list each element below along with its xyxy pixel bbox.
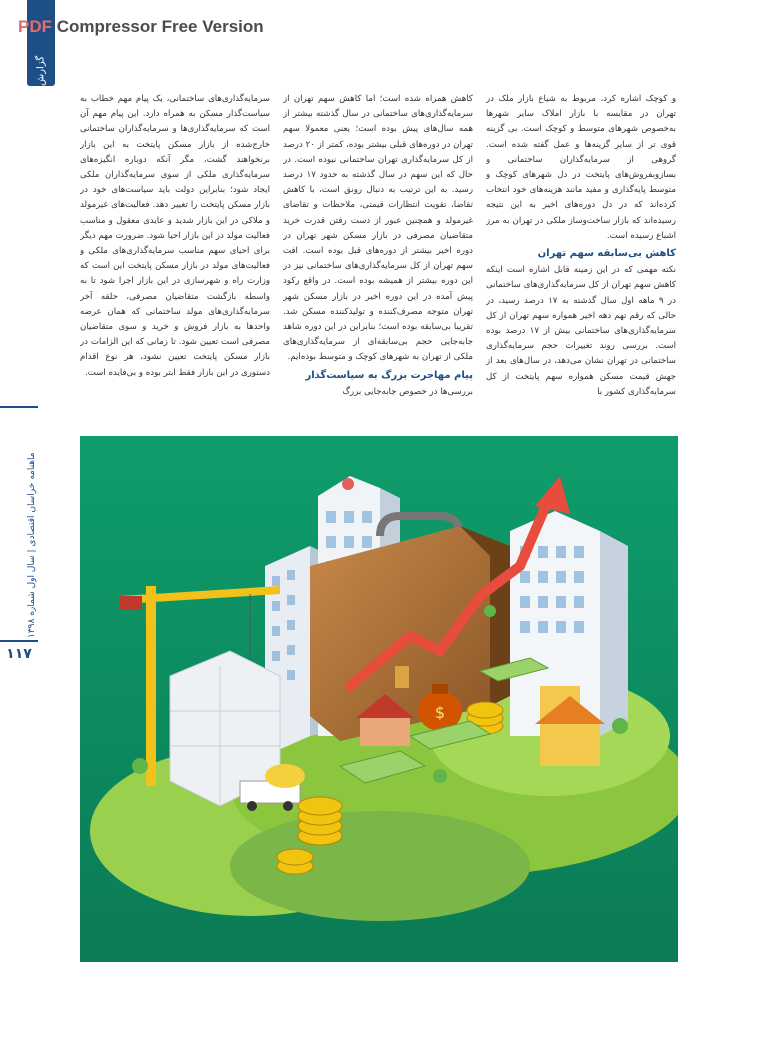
watermark-text: Compressor Free Version: [56, 17, 264, 36]
side-divider: [0, 406, 38, 408]
paragraph: و کوچک اشاره کرد، مربوط به شیاع بازار ملک در تهران در مقایسه با بازار املاک سایر شهرها به‌خصوص شهرهای متوسط و کوچک است. بی گزینه قوی تر از سایر گزینه‌ها و عمل گفته شده است. گروهی از سرمایه‌گذاران ساختمانی و بسازوبفروش‌های پایتخت در دل شهرهای کوچک و متوسط پایه‌گذاری و مفید مانند هزینه‌های خود انتخاب کرده‌اند که در دل دوره‌های اخیر به این نتیجه رسیده‌اند که بازار ساخت‌وساز ملکی در تهران به مرز اشباع رسیده است.: [486, 94, 676, 241]
paragraph: کاهش همراه شده است؛ اما کاهش سهم تهران از سرمایه‌گذاری‌های ساختمانی در سال گذشته بیشتر از همه سال‌های پیش بوده است؛ یعنی معمولا سهم تهران در دوره‌های قبلی بیشتر بوده، کمتر از ۲۰ درصد از کل سرمایه‌گذاری تهران ساختمانی نبوده است. در حال که این سهم در سال گذشته به حدود ۱۷ درصد رسید. به این ترتیب به دنبال رونق است، با کاهش تقاضا، تقویت انتظارات قیمتی، ملاحظات و تقاضای غیرمولد و همچنین عبور از دست رفتن قدرت خرید متقاضیان مصرفی در بازار مسکن شهر تهران در دوره اخیر بیشتر از دوره‌های قبل بوده است. افت سهم تهران از کل سرمایه‌گذاری‌های ساختمانی نیز در این دوره بیشتر از همیشه بوده است. در واقع رکود پیش آمده در این دوره اخیر در بازار مسکن شهر تهران متوجه مصرف‌کننده و تولیدکننده مسکن شد. تقریبا بی‌سابقه بوده است؛ بنابراین در این دوره شاهد جابه‌جایی حجم بی‌سابقه‌ای از سرمایه‌گذاری‌های ملکی از تهران به شهرهای کوچک و متوسط بوده‌ایم.: [283, 94, 473, 363]
article-column-2: [283, 92, 473, 424]
paragraph: بررسی‌ها در خصوص جابه‌جایی بزرگ: [342, 386, 473, 397]
ground-island-front: [230, 811, 530, 921]
paragraph: نکته مهمی که در این زمینه قابل اشاره است اینکه کاهش سهم تهران از کل سرمایه‌گذاری‌های ساختمانی در ۹ ماهه اول سال گذشته به ۱۷ درصد رسید، در حالی که رقم تهم دهه اخیر همواره سهم تهران از کل سرمایه‌گذاری‌های ساختمانی بیش از ۱۷ درصد بوده است. بررسی روند تغییرات حجم سرمایه‌گذاری ساختمانی در تهران نشان می‌دهد، در سال‌های بعد از جهش قیمت مسکن همواره سهم پایتخت از کل سرمایه‌گذاری کشور با: [486, 265, 676, 397]
section-heading: کاهش بی‌سابقه سهم تهران: [537, 248, 676, 260]
section-tab-label: گزارش: [35, 55, 47, 86]
section-tab: [27, 0, 55, 86]
page-number: ۱۱۷: [0, 640, 38, 666]
money-bag-symbol: $: [434, 703, 446, 722]
real-estate-investment-illustration: [80, 436, 678, 962]
article-column-1: [486, 92, 676, 424]
section-heading: پیام مهاجرت بزرگ به سیاست‌گذار: [305, 369, 473, 381]
paragraph: سرمایه‌گذاری‌های ساختمانی، یک پیام مهم خطاب به سیاست‌گذار مسکن به همراه دارد. این پیام مهم آن است که سرمایه‌گذاری‌ها و سرمایه‌گذاران ساختمانی خارج‌شده از بازار مسکن پایتخت به این بازار برنخواهند گشت، مگر آنکه دوباره انگیزه‌های سرمایه‌گذاری ملکی از سوی سرمایه‌گذاران ملکی ایجاد شود؛ بنابراین دولت باید سیاست‌های خود در بازار مسکن پایتخت را تغییر دهد. فعالیت‌های غیرمولد و ملاکی در این بازار شدید و عایدی معقول و مناسب فعالیت مولد در این بازار احیا شود. ضرورت مهم دیگر برای احیای سهم مناسب سرمایه‌گذاری‌های ملکی و فعالیت‌های مولد در بازار مسکن پایتخت این است که وزارت راه و شهرسازی در این بازار اجرا شود تا به واسطه بازگشت متقاضیان مصرفی، حلقه آخر سرمایه‌گذاری‌های مولد ساختمانی که همان عرضه واحدها به بازار فروش و خرید و سوی متقاضیان مصرفی است تعیین شود. تا زمانی که این الزامات در بازار مسکن پایتخت تعیین نشود، هر نوع اقدام دستوری در این بازار فقط ابتر بوده و بی‌فایده است.: [80, 94, 270, 378]
article-body: [80, 92, 678, 424]
watermark-brand: PDF: [18, 17, 52, 36]
journal-running-head: ماهنامه خراسان اقتصادی | سال اول شماره ۱۳۹۸: [27, 452, 37, 638]
pdf-compressor-watermark: [18, 17, 264, 37]
article-column-3: [80, 92, 270, 424]
illustration-svg: [80, 436, 678, 962]
